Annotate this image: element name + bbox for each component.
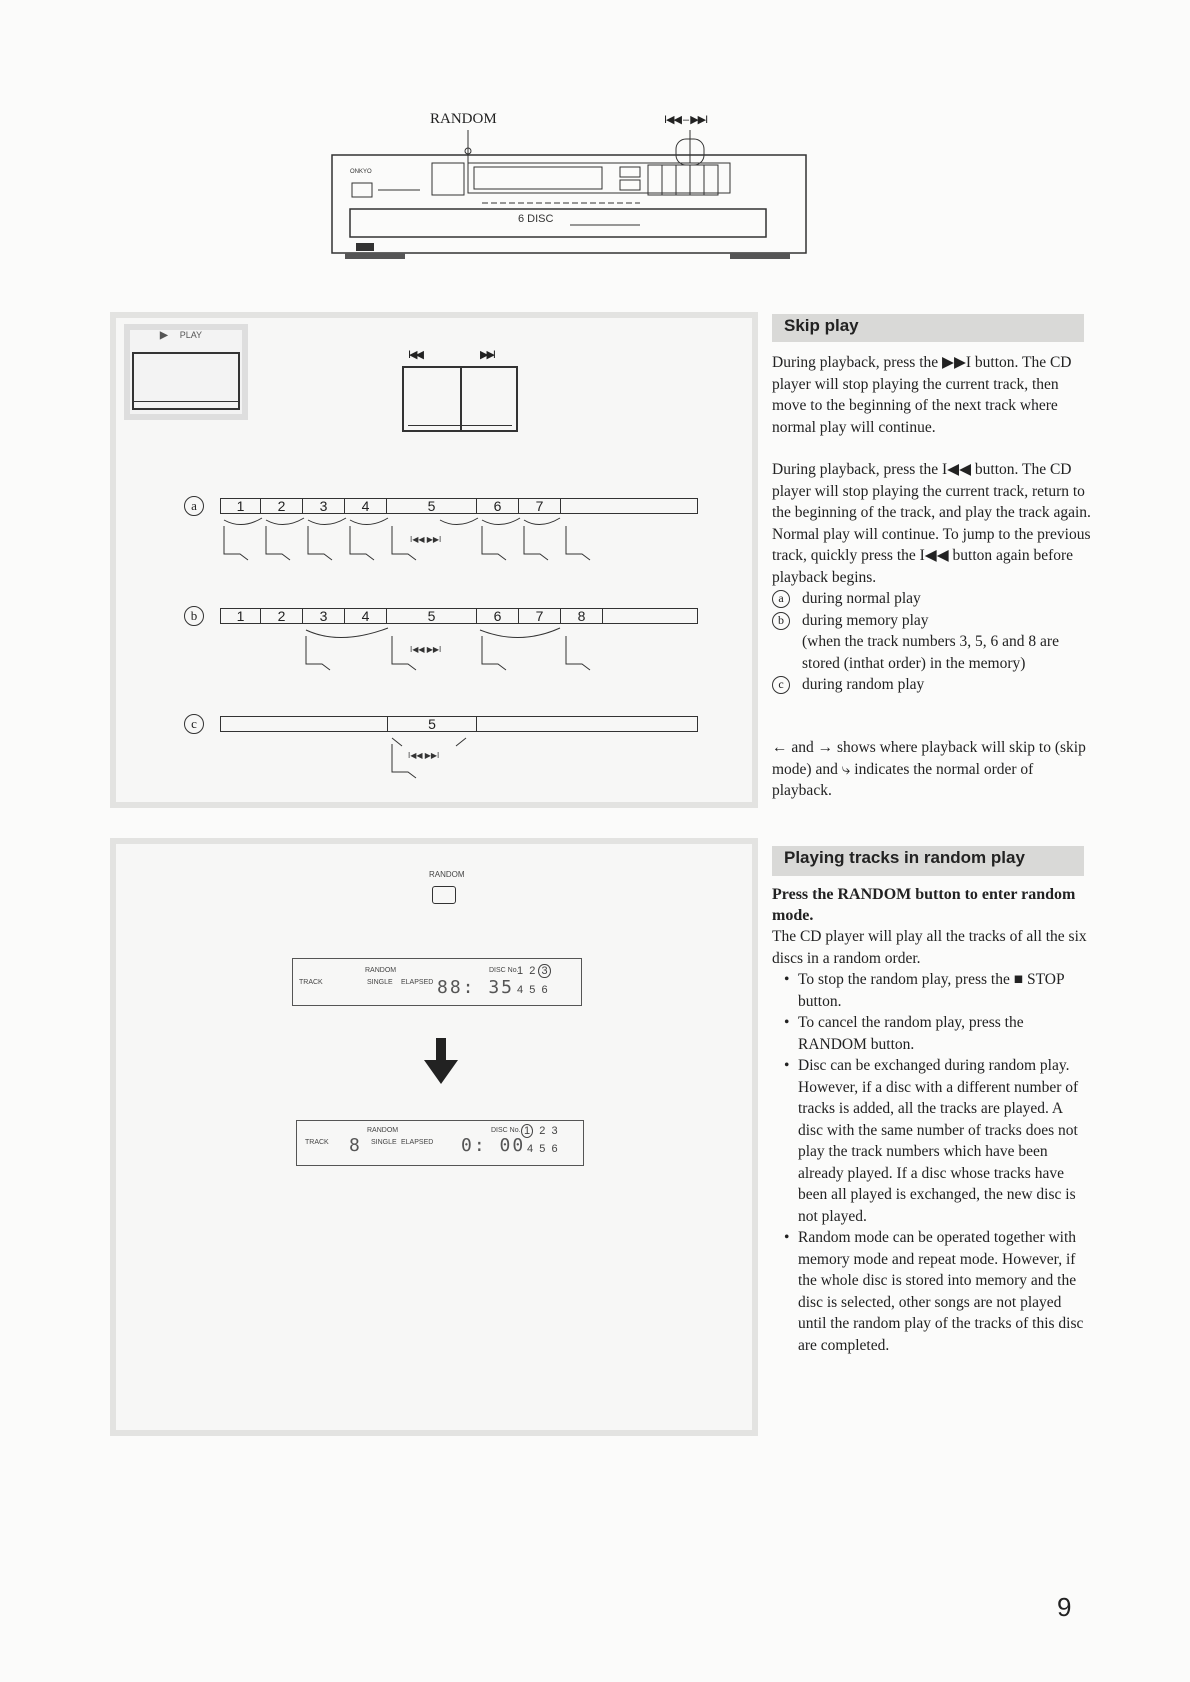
track-segment: 3 bbox=[303, 498, 345, 514]
option-marker: a bbox=[772, 590, 790, 608]
display-before bbox=[292, 958, 582, 1006]
random-play-lead: Press the RANDOM button to enter random mode. bbox=[772, 886, 1076, 924]
track-segment: 2 bbox=[261, 608, 303, 624]
single-indicator: SINGLE bbox=[371, 1139, 397, 1146]
track-segment: 5 bbox=[387, 716, 477, 732]
track-indicator: TRACK bbox=[305, 1139, 329, 1146]
disc-number: 1 bbox=[517, 965, 524, 977]
skip-play-paragraph-2 bbox=[772, 459, 1092, 696]
track-segment: 4 bbox=[345, 498, 387, 514]
skip-legend: ← and → shows where playback will skip to (skip mode) and ⤷ indicates the normal order of playback. bbox=[772, 739, 1086, 799]
play-display bbox=[132, 352, 240, 410]
elapsed-time-display: 88: 35 bbox=[437, 977, 515, 998]
option-normal-play bbox=[772, 588, 1092, 610]
track-segment: 1 bbox=[221, 498, 261, 514]
track-segment: 8 bbox=[561, 608, 603, 624]
option-random-play bbox=[772, 674, 1092, 696]
note-cancel: • To cancel the random play, press the RANDOM button. bbox=[786, 1012, 1090, 1055]
cd-player-illustration bbox=[330, 105, 810, 270]
skip-play-heading: Skip play bbox=[772, 314, 1084, 342]
option-marker: c bbox=[772, 676, 790, 694]
random-play-heading: Playing tracks in random play bbox=[772, 846, 1084, 876]
play-button-illustration bbox=[124, 324, 248, 420]
track-bar-normal bbox=[220, 498, 698, 514]
disc-number: 5 bbox=[529, 984, 536, 996]
track-bar-random bbox=[220, 716, 698, 732]
play-label: PLAY bbox=[179, 330, 203, 340]
page-number: 9 bbox=[1057, 1592, 1072, 1622]
disc-no-indicator: DISC No. bbox=[489, 967, 519, 974]
option-text: during normal play bbox=[802, 590, 921, 607]
track-bar-memory bbox=[220, 608, 698, 624]
elapsed-indicator: ELAPSED bbox=[401, 979, 434, 986]
row-c-marker: c bbox=[184, 714, 204, 734]
svg-text:I◀◀ ▶▶I: I◀◀ ▶▶I bbox=[408, 751, 440, 760]
svg-text:I◀◀ ▶▶I: I◀◀ ▶▶I bbox=[410, 535, 442, 544]
random-play-figure bbox=[110, 838, 758, 1436]
note-disc-exchange: • Disc can be exchanged during random play. However, if a disc with a different number of tracks is added, all the tracks are played. A disc with the same number of tracks does not play the track numbers which have been already played. If a disc whose tracks have been all played is exchanged, the new disc is not played. bbox=[786, 1055, 1090, 1227]
row-a-marker: a bbox=[184, 496, 204, 516]
skip-arrows-normal bbox=[220, 516, 700, 578]
track-segment: 4 bbox=[345, 608, 387, 624]
skip-arrows-memory bbox=[220, 626, 700, 688]
elapsed-time-display: 0: 00 bbox=[461, 1135, 526, 1156]
skip-play-paragraph-1 bbox=[772, 352, 1092, 438]
skip-play-text-next: During playback, press the ▶▶I button. The CD player will stop playing the current track, then move to the beginning of the next track where normal play will continue. bbox=[772, 354, 1072, 436]
active-disc-number: 3 bbox=[538, 964, 550, 978]
random-indicator: RANDOM bbox=[365, 967, 397, 974]
track-segment: 5 bbox=[387, 608, 477, 624]
track-segment: 6 bbox=[477, 608, 519, 624]
play-arrow-icon: ▶ bbox=[160, 330, 168, 341]
cd-player-drawing bbox=[330, 125, 810, 270]
disc-number: 2 bbox=[539, 1125, 546, 1137]
random-play-body bbox=[772, 926, 1090, 1356]
random-callout-label: RANDOM bbox=[430, 111, 497, 127]
option-marker: b bbox=[772, 612, 790, 630]
down-arrow-icon bbox=[422, 1038, 462, 1088]
random-play-intro: The CD player will play all the tracks of all the six discs in a random order. bbox=[772, 928, 1087, 967]
skip-play-text-prev: During playback, press the I◀◀ button. The CD player will stop playing the current track, return to the beginning of the track, and play the track again. Normal play will continue. To jump to the previous track, quickly press the I◀◀ button again before playback begins. bbox=[772, 461, 1091, 586]
option-memory-play bbox=[772, 610, 1092, 675]
disc-number: 2 bbox=[529, 965, 536, 977]
track-number-display: 8 bbox=[349, 1135, 362, 1156]
skip-buttons-illustration bbox=[402, 366, 518, 432]
random-play-notes bbox=[772, 969, 1090, 1356]
skip-callout-label: I◀◀ – ▶▶I bbox=[664, 114, 708, 126]
track-segment: 5 bbox=[387, 498, 477, 514]
elapsed-indicator: ELAPSED bbox=[401, 1139, 434, 1146]
option-note: (when the track numbers 3, 5, 6 and 8 are stored (inthat order) in the memory) bbox=[802, 633, 1059, 672]
disc-number: 4 bbox=[517, 984, 524, 996]
display-after bbox=[296, 1120, 584, 1166]
track-segment: 6 bbox=[477, 498, 519, 514]
skip-play-figure bbox=[110, 312, 758, 808]
option-text: during memory play bbox=[802, 611, 929, 629]
random-indicator: RANDOM bbox=[367, 1127, 399, 1134]
skip-arrows-random bbox=[220, 734, 700, 796]
disc-number: 4 bbox=[527, 1143, 534, 1155]
option-text: during random play bbox=[802, 676, 925, 693]
disc-number: 6 bbox=[551, 1143, 558, 1155]
random-button-icon bbox=[432, 886, 456, 904]
brand-label: ONKYO bbox=[350, 169, 372, 175]
prev-track-icon: I◀◀ bbox=[408, 349, 422, 361]
row-b-marker: b bbox=[184, 606, 204, 626]
disc-no-indicator: DISC No. bbox=[491, 1127, 521, 1134]
note-combined-modes: • Random mode can be operated together with memory mode and repeat mode. However, if the whole disc is stored into memory and the disc is selected, other songs are not played until the random play of the tracks of this disc are completed. bbox=[786, 1227, 1090, 1356]
svg-text:I◀◀ ▶▶I: I◀◀ ▶▶I bbox=[410, 645, 442, 654]
disc-number: 5 bbox=[539, 1143, 546, 1155]
track-indicator: TRACK bbox=[299, 979, 323, 986]
track-segment: 7 bbox=[519, 498, 561, 514]
tray-label: 6 DISC bbox=[518, 213, 554, 225]
active-disc-number: 1 bbox=[521, 1124, 533, 1138]
track-segment: 2 bbox=[261, 498, 303, 514]
random-button-label: RANDOM bbox=[429, 870, 465, 879]
disc-number: 3 bbox=[551, 1125, 558, 1137]
single-indicator: SINGLE bbox=[367, 979, 393, 986]
track-segment: 1 bbox=[221, 608, 261, 624]
track-segment: 7 bbox=[519, 608, 561, 624]
next-track-icon: ▶▶I bbox=[480, 349, 494, 361]
note-stop: • To stop the random play, press the ■ STOP button. bbox=[786, 969, 1090, 1012]
disc-number: 6 bbox=[541, 984, 548, 996]
track-segment: 3 bbox=[303, 608, 345, 624]
